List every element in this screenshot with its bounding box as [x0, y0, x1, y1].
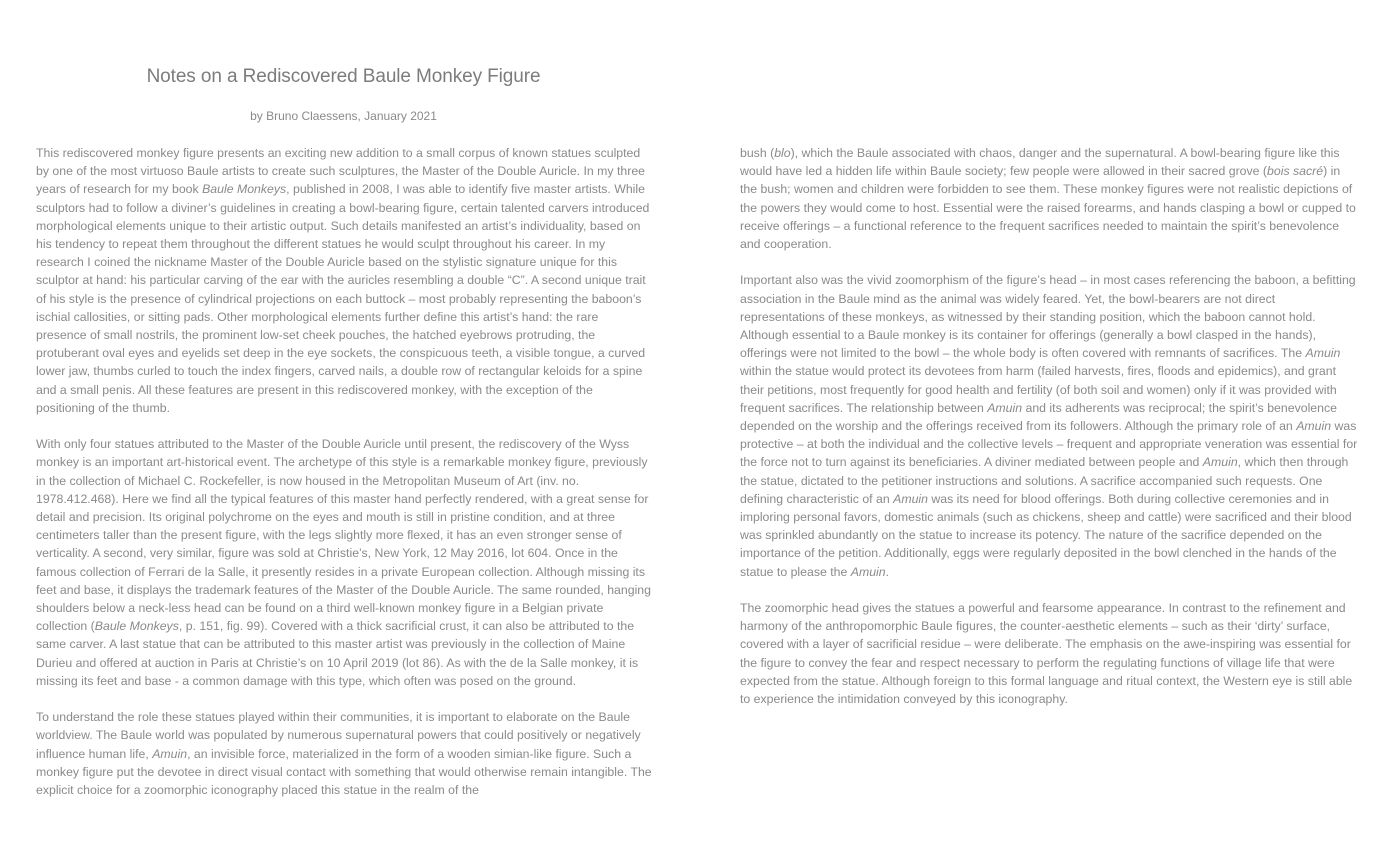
text-run: ) in the bush; women and children were forbidden to see them. These monkey figures were not realistic depictions of the powers they would come to host. Essential were the raised forearms, and hands clasping a bowl or cupped to receive offerings – a functional reference to the frequent sacrifices needed to maintain the spirit’s benevolence and cooperation. [740, 164, 1356, 252]
text-run: was its need for blood offerings. Both during collective ceremonies and in imploring personal favors, domestic animals (such as chickens, sheep and cattle) were sacrificed and their blood was sprinkled abundantly on the statue to increase its potency. The nature of the sacrifice depended on the importance of the petition. Additionally, eggs were regularly deposited in the bowl clenched in the hands of the statue to please the [740, 491, 1352, 579]
text-run: was protective – at both the individual and the collective levels – frequent and appropriate veneration was essential for the force not to turn against its beneficiaries. A diviner mediated between people and [740, 419, 1358, 470]
italic-term: Amuin [850, 564, 886, 579]
italic-term: Amuin [1202, 455, 1238, 470]
paragraph [36, 435, 652, 690]
text-run: , published in 2008, I was able to identify five master artists. While sculptors had to follow a diviner’s guidelines in creating a bowl-bearing figure, certain talented carvers introduced morphological elements unique to their artistic output. Such details manifested an artist’s individuality, based on his tendency to repeat them throughout the different statues he would sculpt throughout his career. In my research I coined the nickname Master of the Double Auricle based on the stylistic signature unique for this sculptor at hand: his particular carving of the ear with the auricles resembling a double “C”. A second unique trait of his style is the presence of cylindrical projections on each buttock – most probably representing the baboon’s ischial callosities, or sitting pads. Other morphological elements further define this artist’s hand: the rare presence of small nostrils, the prominent low-set cheek pouches, the hatched eyebrows protruding, the protuberant oval eyes and eyelids set deep in the eye sockets, the conspicuous teeth, a visible tongue, a curved lower jaw, thumbs curled to touch the index fingers, carved nails, a double row of rectangular keloids for a spine and a small penis. All these features are present in this rediscovered monkey, with the exception of the positioning of the thumb. [36, 182, 650, 415]
italic-term: bois sacré [1267, 164, 1324, 179]
text-run: , p. 151, fig. 99). Covered with a thick sacrificial crust, it can also be attributed to the same carver. A last statue that can be attributed to this master artist was previously in the collection of Maine Durieu and offered at auction in Paris at Christie’s on 10 April 2019 (lot 86). As with the de la Salle monkey, it is missing its feet and base - a common damage with this type, which often was posed on the ground. [36, 619, 639, 688]
paragraph [740, 271, 1358, 580]
italic-term: Amuin [893, 491, 928, 506]
italic-term: Baule Monkeys [202, 182, 287, 197]
article-title: Notes on a Rediscovered Baule Monkey Figure [146, 66, 541, 87]
text-run: ), which the Baule associated with chaos, danger and the supernatural. A bowl-bearing figure like this would have led a hidden life within Baule society; few people were allowed in their sacred grove ( [740, 146, 1340, 179]
text-run: within the statue would protect its devotees from harm (failed harvests, fires, floods and epidemics), and grant their petitions, most frequently for good health and fertility (of both soil and women) only if it was provided with frequent sacrifices. The relationship between [740, 364, 1337, 415]
text-run: This rediscovered monkey figure presents an exciting new addition to a small corpus of known statues sculpted by one of the most virtuoso Baule artists to create such sculptures, the Master of the Double Auricle. In my three years of research for my book [36, 146, 645, 197]
text-run: , which then through the statue, dictated to the petitioner instructions and solutions. A sacrifice accompanied such requests. One defining characteristic of an [740, 455, 1349, 506]
italic-term: Amuin [1305, 346, 1341, 361]
text-run: With only four statues attributed to the Master of the Double Auricle until present, the rediscovery of the Wyss monkey is an important art-historical event. The archetype of this style is a remarkable monkey figure, previously in the collection of Michael C. Rockefeller, is now housed in the Metropolitan Museum of Art (inv. no. 1978.412.468). Here we find all the typical features of this master hand perfectly rendered, with a great sense for detail and precision. Its original polychrome on the eyes and mouth is still in pristine condition, and at three centimeters taller than the present figure, with the legs slightly more flexed, it has an even stronger sense of verticality. A second, very similar, figure was sold at Christie’s, New York, 12 May 2016, lot 604. Once in the famous collection of Ferrari de la Salle, it presently resides in a private European collection. Although missing its feet and base, it displays the trademark features of the Master of the Double Auricle. The same rounded, hanging shoulders below a neck-less head can be found on a third well-known monkey figure in a Belgian private collection ( [36, 437, 651, 634]
text-run: Important also was the vivid zoomorphism of the figure’s head – in most cases referencing the baboon, a befitting association in the Baule mind as the animal was widely feared. Yet, the bowl-bearers are not direct representations of these monkeys, as witnessed by their standing position, which the baboon cannot hold. Although essential to a Baule monkey is its container for offerings (generally a bowl clasped in the hands), offerings were not limited to the bowl – the whole body is often covered with remnants of sacrifices. The [740, 273, 1356, 361]
italic-term: Amuin [1296, 419, 1332, 434]
text-run: bush ( [740, 146, 775, 160]
right-column [740, 144, 1358, 708]
paragraph [36, 708, 652, 799]
italic-term: Baule Monkeys [94, 619, 179, 634]
paragraph [36, 144, 652, 417]
text-run: To understand the role these statues played within their communities, it is important to elaborate on the Baule worldview. The Baule world was populated by numerous supernatural powers that could positively or negatively influence human life, [36, 710, 641, 761]
text-run: and its adherents was reciprocal; the spirit’s benevolence depended on the worship and the offerings received from its followers. Although the primary role of an [740, 400, 1337, 434]
text-run: , an invisible force, materialized in the form of a wooden simian-like figure. Such a monkey figure put the devotee in direct visual contact with something that would otherwise remain intangible. The explicit choice for a zoomorphic iconography placed this statue in the realm of the [36, 746, 652, 798]
left-column [36, 144, 652, 799]
italic-term: blo [774, 146, 791, 160]
article-byline: by Bruno Claessens, January 2021 [250, 109, 437, 123]
paragraph [740, 144, 1358, 253]
text-run: . [885, 564, 890, 579]
text-run: The zoomorphic head gives the statues a powerful and fearsome appearance. In contrast to the refinement and harmony of the anthropomorphic Baule figures, the counter-aesthetic elements – such as their ‘dirty’ surface, covered with a layer of sacrificial residue – were deliberate. The emphasis on the awe-inspiring was essential for the figure to convey the fear and respect necessary to perform the regulating functions of village life that were expected from the statue. Although foreign to this formal language and ritual context, the Western eye is still able to experience the intimidation conveyed by this iconography. [740, 601, 1353, 707]
italic-term: Amuin [152, 746, 188, 761]
paragraph [740, 599, 1358, 708]
italic-term: Amuin [987, 400, 1023, 415]
